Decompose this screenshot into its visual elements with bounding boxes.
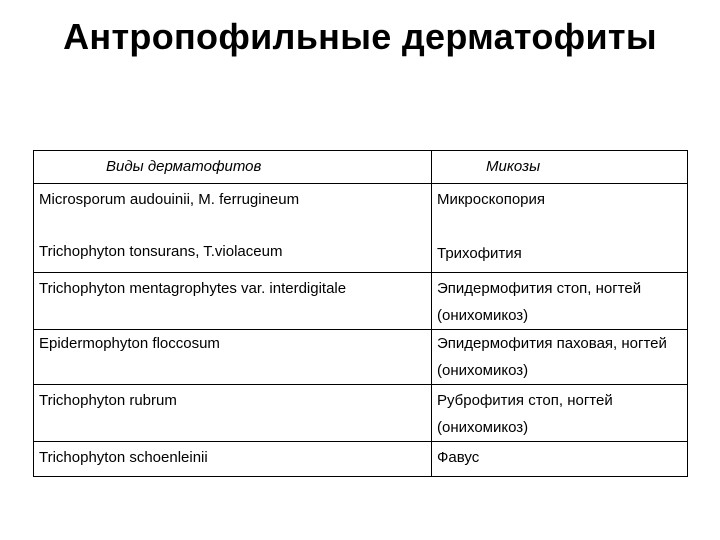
dermatophytes-table [33,150,688,477]
slide-title: Антропофильные дерматофиты [63,16,657,57]
species-cell: Microsporum audouinii, M. ferrugineum [34,184,432,239]
species-cell: Trichophyton tonsurans, T.violaceum [34,238,432,273]
header-mycoses: Микозы [432,151,688,184]
table-row [34,238,688,273]
species-cell: Epidermophyton floccosum [34,330,432,385]
table-row [34,273,688,330]
species-cell: Trichophyton mentagrophytes var. interdigitale [34,273,432,330]
mycosis-cell: Трихофития [432,238,688,273]
table-row [34,385,688,442]
mycosis-cell: Руброфития стоп, ногтей (онихомикоз) [432,385,688,442]
table-row [34,184,688,239]
header-species: Виды дерматофитов [34,151,432,184]
mycosis-cell: Микроскопория [432,184,688,239]
table-row [34,330,688,385]
species-cell: Trichophyton rubrum [34,385,432,442]
mycosis-cell: Эпидермофития стоп, ногтей (онихомикоз) [432,273,688,330]
mycosis-cell: Фавус [432,442,688,477]
table-row [34,442,688,477]
species-cell: Trichophyton schoenleinii [34,442,432,477]
mycosis-cell: Эпидермофития паховая, ногтей (онихомикоз) [432,330,688,385]
table-header-row [34,151,688,184]
